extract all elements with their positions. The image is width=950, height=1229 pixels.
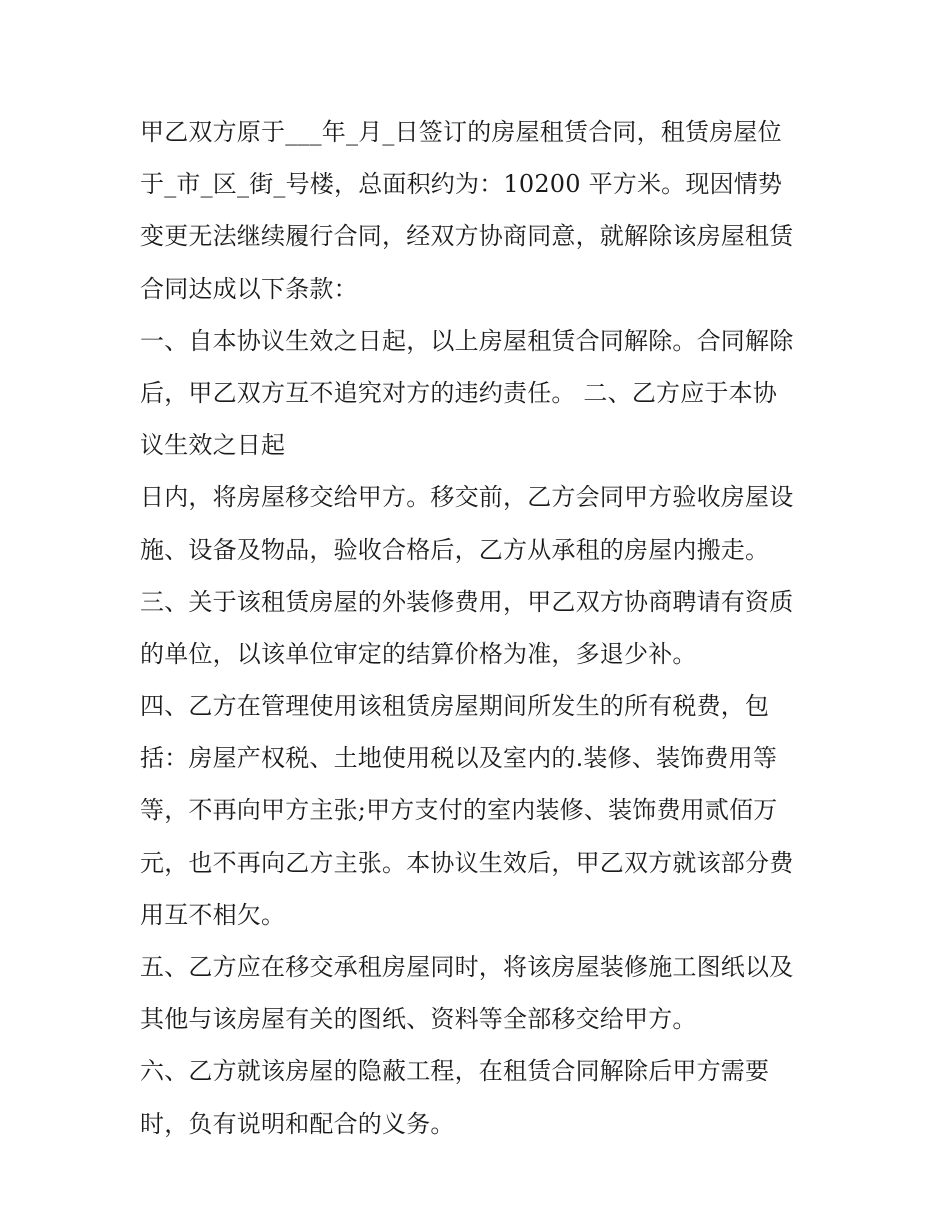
text-line: 三、关于该租赁房屋的外装修费用，甲乙双方协商聘请有资质 bbox=[140, 587, 794, 616]
text-line: 其他与该房屋有关的图纸、资料等全部移交给甲方。 bbox=[140, 1005, 697, 1034]
text-line: 合同达成以下条款： bbox=[140, 274, 358, 303]
text-line: 于_市_区_街_号楼，总面积约为：10200 平方米。现因情势 bbox=[140, 170, 783, 199]
text-line: 四、乙方在管理使用该租赁房屋期间所发生的所有税费，包 bbox=[140, 692, 770, 721]
text-line: 时，负有说明和配合的义务。 bbox=[140, 1109, 455, 1138]
text-line: 施、设备及物品，验收合格后，乙方从承租的房屋内搬走。 bbox=[140, 535, 770, 564]
text-line: 一、自本协议生效之日起，以上房屋租赁合同解除。合同解除 bbox=[140, 326, 794, 355]
text-line: 用互不相欠。 bbox=[140, 900, 286, 929]
text-line: 议生效之日起 bbox=[140, 431, 286, 460]
text-line: 五、乙方应在移交承租房屋同时，将该房屋装修施工图纸以及 bbox=[140, 953, 794, 981]
text-line: 六、乙方就该房屋的隐蔽工程，在租赁合同解除后甲方需要 bbox=[140, 1057, 770, 1086]
text-line: 后，甲乙双方互不追究对方的违约责任。 二、乙方应于本协 bbox=[140, 378, 778, 407]
text-line: 日内，将房屋移交给甲方。移交前，乙方会同甲方验收房屋设 bbox=[140, 483, 794, 512]
text-line: 变更无法继续履行合同，经双方协商同意，就解除该房屋租赁 bbox=[140, 222, 794, 251]
text-line: 括：房屋产权税、土地使用税以及室内的.装修、装饰费用等 bbox=[140, 744, 778, 773]
text-line: 甲乙双方原于___年_月_日签订的房屋租赁合同，租赁房屋位 bbox=[140, 118, 782, 146]
text-line: 等，不再向甲方主张;甲方支付的室内装修、装饰费用贰佰万 bbox=[140, 796, 778, 825]
text-line: 元，也不再向乙方主张。本协议生效后，甲乙双方就该部分费 bbox=[140, 848, 794, 877]
document-body bbox=[140, 106, 820, 1150]
text-line: 的单位，以该单位审定的结算价格为准，多退少补。 bbox=[140, 639, 697, 668]
